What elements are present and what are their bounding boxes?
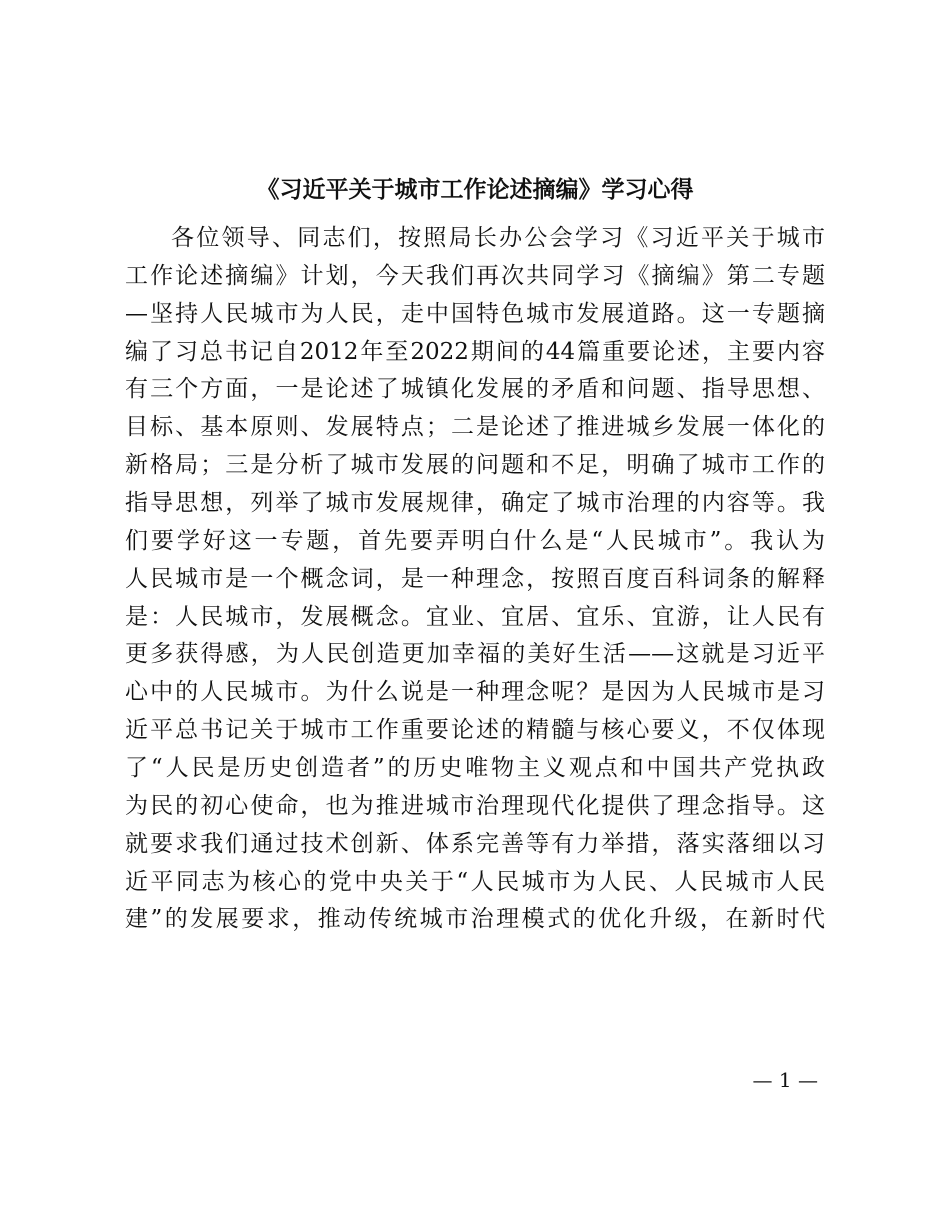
text-line-17: 就要求我们通过技术创新、体系完善等有力举措，落实落细以习: [125, 830, 825, 857]
text-line-4: 编了习总书记自2012年至2022期间的44篇重要论述，主要内容: [125, 338, 825, 365]
text-line-3: —坚持人民城市为人民，走中国特色城市发展道路。这一专题摘: [125, 300, 825, 327]
text-line-14: 近平总书记关于城市工作重要论述的精髓与核心要义，不仅体现: [125, 717, 825, 744]
body-text: [125, 220, 825, 939]
text-line-19: 建”的发展要求，推动传统城市治理模式的优化升级，在新时代: [125, 906, 825, 933]
text-line-7: 新格局；三是分析了城市发展的问题和不足，明确了城市工作的: [125, 452, 825, 479]
text-line-8: 指导思想，列举了城市发展规律，确定了城市治理的内容等。我: [125, 490, 825, 517]
text-line-5: 有三个方面，一是论述了城镇化发展的矛盾和问题、指导思想、: [125, 376, 825, 403]
text-line-13: 心中的人民城市。为什么说是一种理念呢？是因为人民城市是习: [125, 679, 825, 706]
text-line-15: 了“人民是历史创造者”的历史唯物主义观点和中国共产党执政: [125, 755, 825, 782]
document-title: 《习近平关于城市工作论述摘编》学习心得: [256, 176, 694, 203]
text-line-9: 们要学好这一专题，首先要弄明白什么是“人民城市”。我认为: [125, 527, 825, 554]
text-line-10: 人民城市是一个概念词，是一种理念，按照百度百科词条的解释: [125, 565, 825, 592]
text-line-16: 为民的初心使命，也为推进城市治理现代化提供了理念指导。这: [125, 792, 825, 819]
text-line-1: 各位领导、同志们，按照局长办公会学习《习近平关于城市: [171, 225, 825, 251]
text-line-11: 是：人民城市，发展概念。宜业、宜居、宜乐、宜游，让人民有: [125, 603, 825, 630]
text-line-12: 更多获得感，为人民创造更加幸福的美好生活——这就是习近平: [125, 641, 825, 668]
text-line-6: 目标、基本原则、发展特点；二是论述了推进城乡发展一体化的: [125, 414, 825, 441]
text-line-18: 近平同志为核心的党中央关于“人民城市为人民、人民城市人民: [125, 868, 825, 895]
text-line-2: 工作论述摘编》计划，今天我们再次共同学习《摘编》第二专题: [125, 262, 825, 289]
page-number: — 1 —: [752, 1068, 818, 1092]
